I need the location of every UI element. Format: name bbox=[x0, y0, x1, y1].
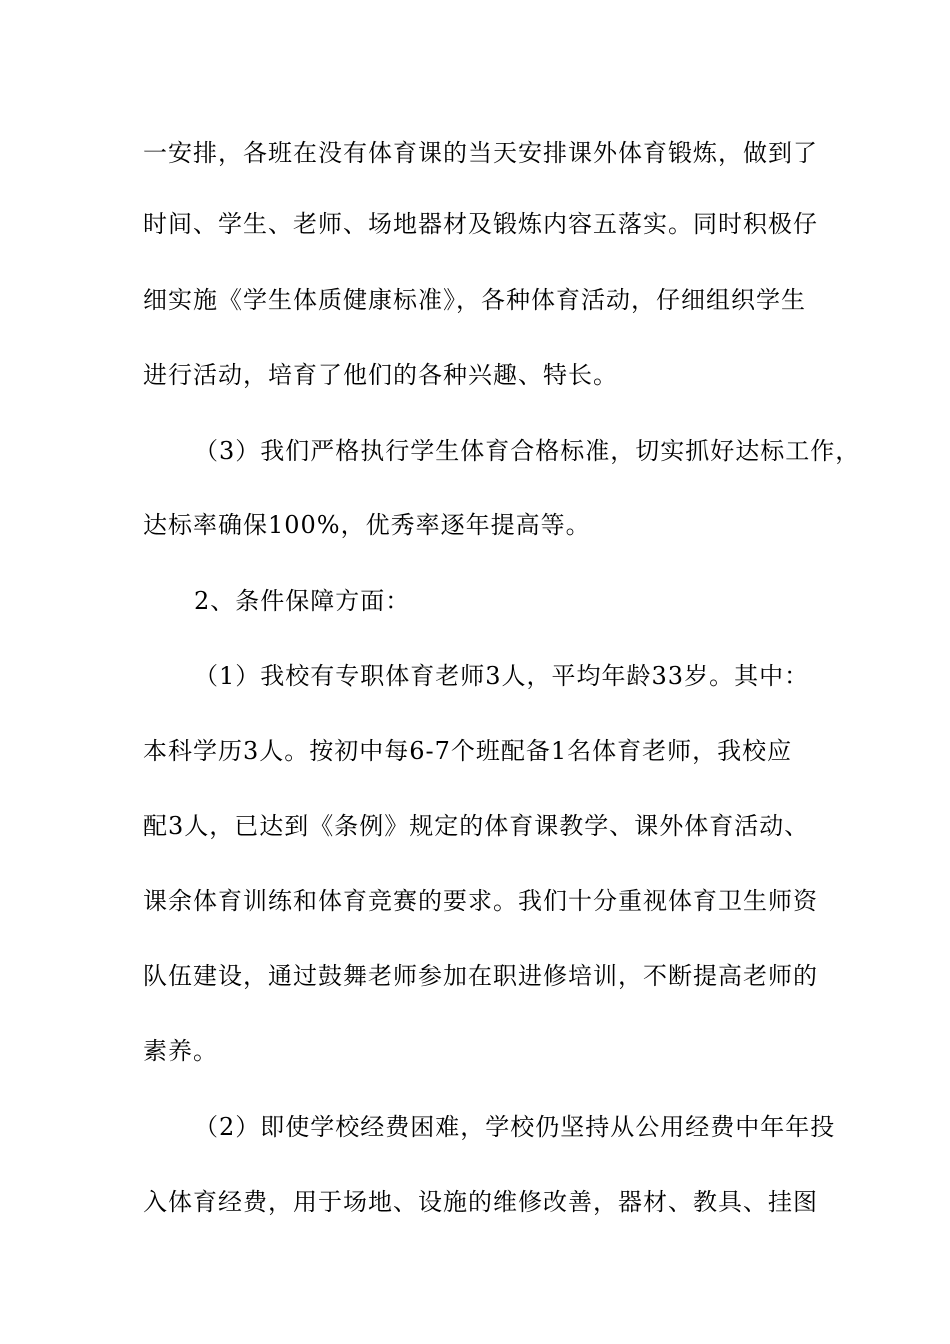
text-line: 本科学历3人。按初中每6-7个班配备1名体育老师，我校应 bbox=[143, 737, 793, 765]
text-line: 入体育经费，用于场地、设施的维修改善，器材、教具、挂图 bbox=[143, 1188, 818, 1216]
paragraph-start-line: （3）我们严格执行学生体育合格标准，切实抓好达标工作， bbox=[194, 437, 861, 465]
text-line: 队伍建设，通过鼓舞老师参加在职进修培训，不断提高老师的 bbox=[143, 962, 818, 990]
paragraph-start-line: （1）我校有专职体育老师3人，平均年龄33岁。其中： bbox=[194, 662, 810, 690]
text-line: 一安排，各班在没有体育课的当天安排课外体育锻炼，做到了 bbox=[143, 139, 818, 167]
text-line: 课余体育训练和体育竞赛的要求。我们十分重视体育卫生师资 bbox=[143, 887, 818, 915]
text-line: 时间、学生、老师、场地器材及锻炼内容五落实。同时积极仔 bbox=[143, 210, 818, 238]
text-line: 素养。 bbox=[143, 1037, 218, 1065]
text-line: 配3人，已达到《条例》规定的体育课教学、课外体育活动、 bbox=[143, 812, 810, 840]
text-line: 进行活动，培育了他们的各种兴趣、特长。 bbox=[143, 361, 618, 389]
section-heading: 2、条件保障方面： bbox=[194, 587, 411, 615]
paragraph-start-line: （2）即使学校经费困难，学校仍坚持从公用经费中年年投 bbox=[194, 1113, 836, 1141]
text-line: 细实施《学生体质健康标准》，各种体育活动，仔细组织学生 bbox=[143, 286, 806, 314]
text-line: 达标率确保100%，优秀率逐年提高等。 bbox=[143, 511, 591, 539]
